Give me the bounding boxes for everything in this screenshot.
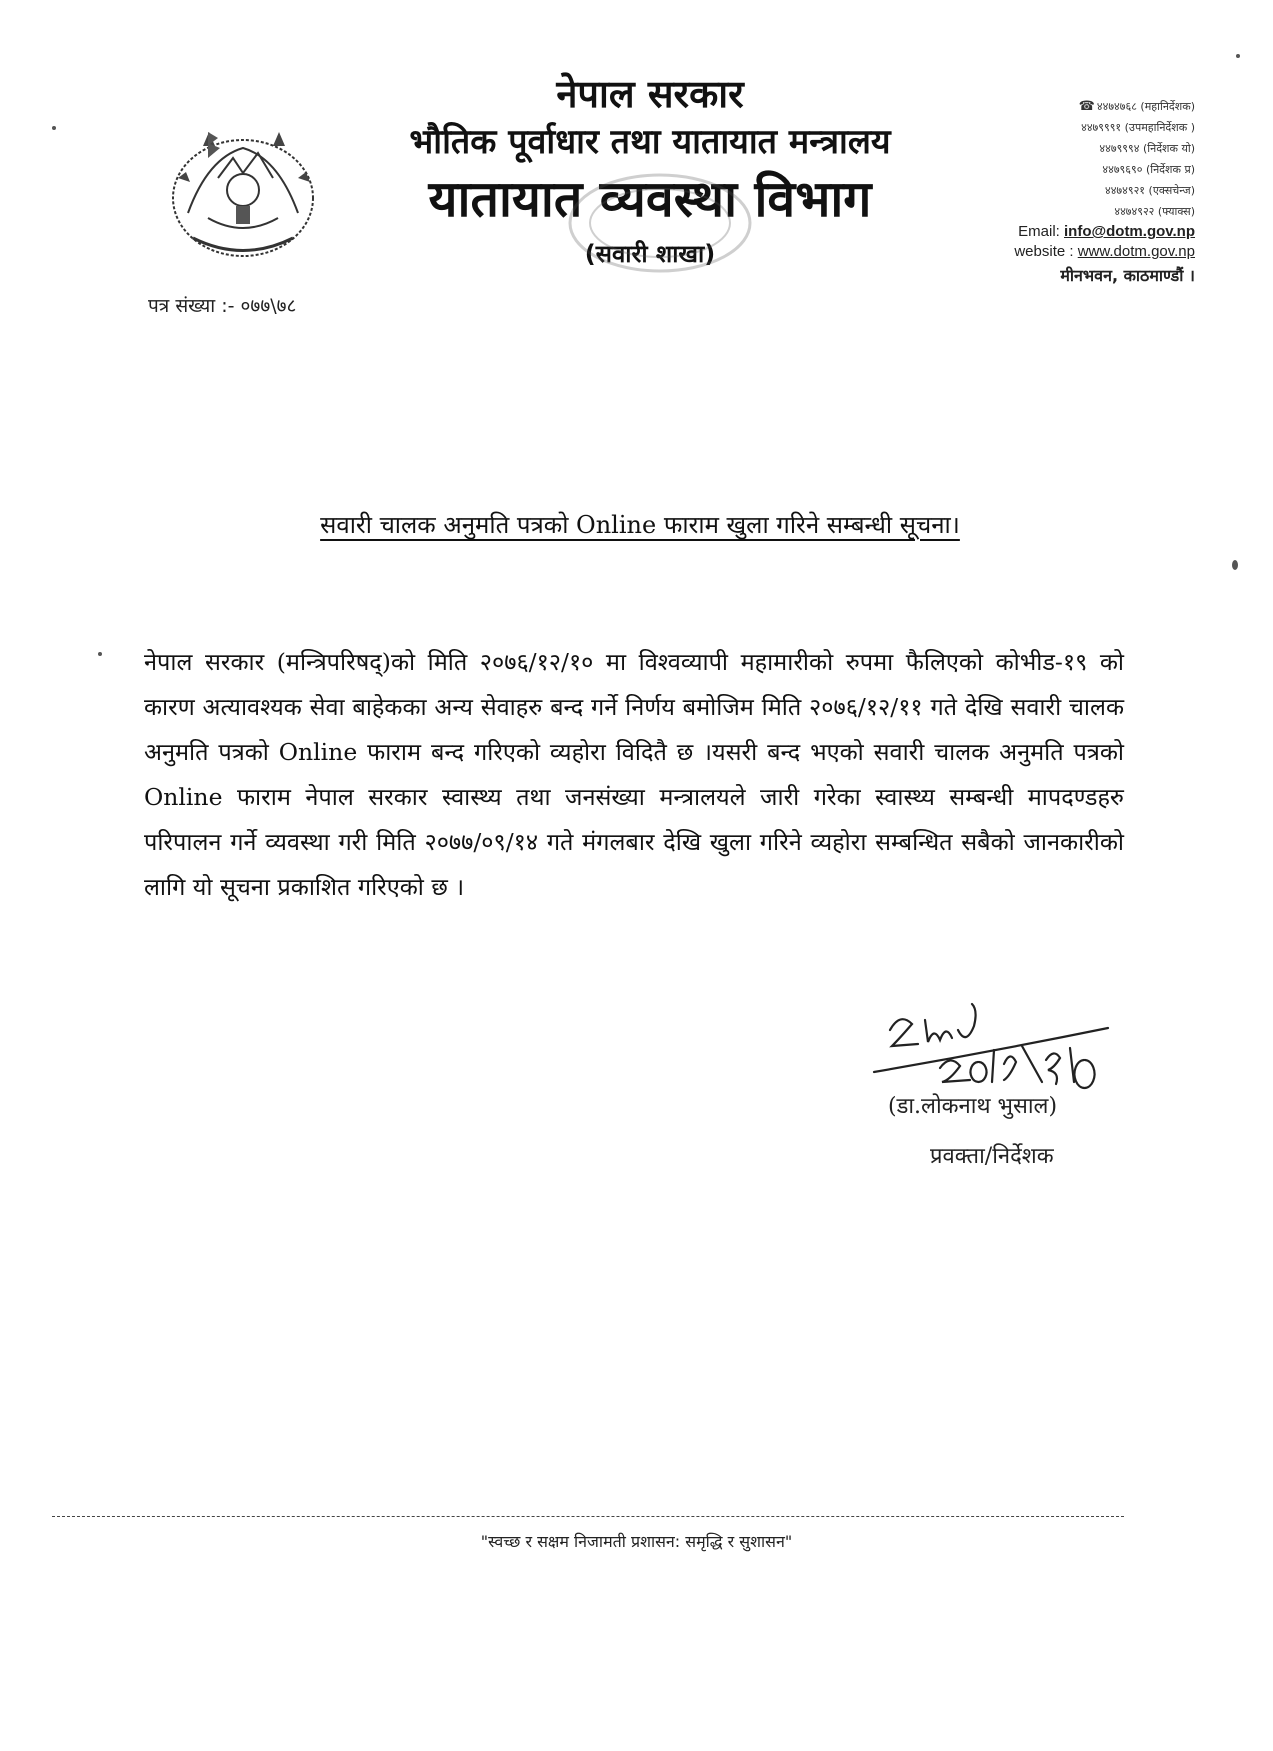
scan-speck: [1236, 54, 1240, 58]
signatory-title: प्रवक्ता/निर्देशक: [930, 1144, 1054, 1169]
phone-row: ४४७४९२२ (फ्याक्स): [1114, 205, 1195, 218]
phone-row: ☎ ४४७४७६८ (महानिर्देशक): [1078, 99, 1195, 114]
ministry-name: भौतिक पूर्वाधार तथा यातायात मन्त्रालय: [409, 122, 891, 162]
website-row: [935, 242, 1195, 262]
office-address: मीनभवन, काठमाण्डौं ।: [1060, 266, 1195, 285]
email-link[interactable]: info@dotm.gov.np: [1064, 223, 1195, 240]
scan-speck: [98, 652, 102, 656]
handwritten-signature-icon: [870, 990, 1120, 1100]
branch-name: (सवारी शाखा): [584, 240, 716, 268]
telephone-icon: ☎: [1078, 99, 1095, 114]
subject-text: सवारी चालक अनुमति पत्रको Online फाराम खुला गरिने सम्बन्धी सूचना।: [320, 511, 960, 539]
footer-motto: "स्वच्छ र सक्षम निजामती प्रशासन: समृद्धि र सुशासन": [480, 1532, 793, 1551]
email-label: Email:: [1018, 223, 1060, 240]
phone-row: ४४७९६९० (निर्देशक प्र): [1102, 163, 1195, 176]
contact-online: [935, 222, 1195, 286]
scan-speck: [52, 126, 56, 130]
phone-row: ४४७४९२१ (एक्सचेन्ज): [1104, 184, 1195, 197]
email-row: [935, 222, 1195, 242]
department-name: यातायात व्यवस्था विभाग: [428, 170, 872, 228]
reference-number: पत्र संख्या :- ०७७\७८: [148, 295, 297, 317]
office-stamp-icon: [560, 168, 760, 278]
phone-row: ४४७९९९४ (निर्देशक यो): [1099, 142, 1195, 155]
contact-phones: [955, 96, 1195, 222]
footer-divider: [52, 1516, 1124, 1517]
notice-body: नेपाल सरकार (मन्त्रिपरिषद्)को मिति २०७६/१२/१० मा विश्वव्यापी महामारीको रुपमा फैलिएको कोभीड-१९ को कारण अत्यावश्यक सेवा बाहेकका अन्य सेवाहरु बन्द गर्ने निर्णय बमोजिम मिति २०७६/१२/११ गते देखि सवारी चालक अनुमति पत्रको Online फाराम बन्द गरिएको व्यहोरा विदितै छ ।यसरी बन्द भएको सवारी चालक अनुमति पत्रको Online फाराम नेपाल सरकार स्वास्थ्य तथा जनसंख्या मन्त्रालयले जारी गरेका स्वास्थ्य सम्बन्धी मापदण्डहरु परिपालन गर्ने व्यवस्था गरी मिति २०७७/०९/१४ गते मंगलबार देखि खुला गरिने व्यहोरा सम्बन्धित सबैको जानकारीको लागि यो सूचना प्रकाशित गरिएको छ ।: [144, 648, 1124, 901]
government-name: नेपाल सरकार: [556, 72, 744, 116]
phone-row: ४४७९९९१ (उपमहानिर्देशक ): [1081, 121, 1195, 134]
scan-speck: [1232, 560, 1238, 570]
nepal-emblem-icon: [148, 118, 338, 268]
notice-subject: [120, 508, 1160, 541]
website-label: website :: [1014, 243, 1074, 260]
signatory-name: (डा.लोकनाथ भुसाल): [888, 1094, 1058, 1119]
website-link[interactable]: www.dotm.gov.np: [1077, 243, 1195, 260]
